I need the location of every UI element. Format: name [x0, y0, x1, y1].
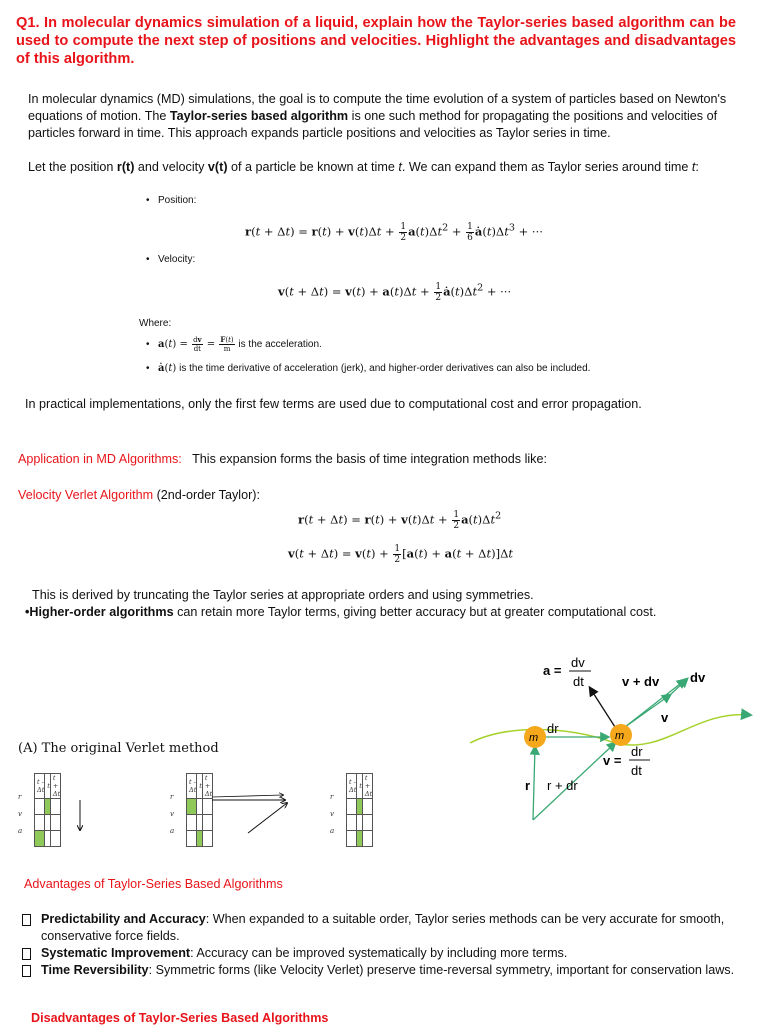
advantage-description: : Accuracy can be improved systematically by including more terms. — [190, 946, 568, 960]
advantage-bold: Time Reversibility — [41, 963, 149, 977]
advantage-text — [41, 945, 567, 962]
grid-row-label: r — [170, 793, 174, 801]
r-plus-dr-label: r + dr — [547, 778, 578, 793]
v-plus-dv-label: v + dv — [622, 674, 660, 689]
dv-arrow — [670, 679, 687, 695]
disadvantages-title: Disadvantages of Taylor-Series Based Algorithms — [31, 1011, 329, 1025]
practical-paragraph: In practical implementations, only the first few terms are used due to computational cost and error propagation. — [25, 397, 642, 411]
accel-num: dv — [571, 655, 585, 670]
r-arrow — [533, 747, 535, 820]
velocity-symbol: v(t) — [207, 160, 228, 174]
advantage-item — [22, 945, 752, 962]
grid-cell — [202, 831, 212, 847]
advantages-list — [22, 911, 752, 979]
advantage-description: : Symmetric forms (like Velocity Verlet) preserve time-reversal symmetry, important for conservation laws. — [148, 963, 735, 977]
text: of a particle be known at time — [227, 160, 399, 174]
grid-column-header: t - Δt — [35, 774, 45, 799]
vel-den: dt — [631, 763, 642, 778]
velocity-label: Velocity: — [158, 254, 196, 265]
position-bullet — [146, 195, 196, 206]
application-title: Application in MD Algorithms: — [18, 452, 182, 466]
grid-cell — [202, 799, 212, 815]
grid-column-header: t — [357, 774, 363, 799]
acceleration-formula: a(t) = $\frac{dv}{dt}$ = $\frac{F(t)}{m}$ — [158, 335, 234, 353]
trajectory-diagram — [465, 655, 765, 835]
grid-column-header: t - Δt — [347, 774, 357, 799]
accel-lhs: a = — [543, 663, 562, 678]
grid-cell — [50, 815, 60, 831]
advantage-item — [22, 911, 752, 945]
a-arrow — [590, 688, 615, 727]
bullet-dot: • — [146, 339, 150, 350]
grid-cell — [187, 815, 197, 831]
grid-row-labels — [170, 789, 180, 840]
grid-cell — [35, 831, 45, 847]
grid-cell — [347, 799, 357, 815]
bullet-dot: • — [146, 363, 150, 374]
bullet-dot: • — [146, 195, 150, 206]
velocity-equation: v(t + Δt) = v(t) + a(t)Δt + $\frac{1}{2}$ $ȧ(t)\Delta t^2$ + ··· — [278, 282, 512, 303]
grid-column-header: t — [45, 774, 51, 799]
derived-paragraph: This is derived by truncating the Taylor series at appropriate orders and using symmetries. — [32, 588, 534, 602]
advantages-title: Advantages of Taylor-Series Based Algorithms — [24, 877, 283, 891]
intro-text-a: In molecular dynamics (MD) simulations, the goal is to compute the time evolution of a system of particles based on Newton's equations of motion. The — [28, 92, 727, 123]
grid-row-labels — [330, 789, 340, 840]
bullet-box-icon — [22, 914, 31, 926]
where-item-jerk — [146, 363, 590, 374]
grid-cell — [347, 831, 357, 847]
accel-den: dt — [573, 674, 584, 689]
m1-label: m — [529, 732, 539, 744]
grid-column-header: t + Δt — [362, 774, 372, 799]
grid-row-label: a — [330, 827, 335, 835]
higher-text: can retain more Taylor terms, giving better accuracy but at greater computational cost. — [173, 605, 657, 619]
advantage-bold: Predictability and Accuracy — [41, 912, 206, 926]
verlet-grid-table — [186, 773, 213, 847]
v-label: v — [661, 710, 669, 725]
position-equation: r(t + Δt) = r(t) + v(t)Δt + $\frac{1}{2}$ $a(t)\Delta t^2$ + $\frac{1}{6}$ $ȧ(t)\Delta t^3$ + ··· — [245, 222, 543, 243]
verlet-subtitle: (2nd-order Taylor): — [153, 488, 260, 502]
verlet-position-equation: r(t + Δt) = r(t) + v(t)Δt + $\frac{1}{2}$ $a(t)\Delta t^2$ — [298, 510, 502, 531]
r-label: r — [525, 778, 531, 793]
grid-row-label: v — [330, 810, 334, 818]
grid-cell — [187, 799, 197, 815]
time-symbol: t — [691, 160, 696, 174]
advantage-text — [41, 962, 734, 979]
vel-num: dr — [631, 744, 643, 759]
grid-row-label: r — [330, 793, 334, 801]
bullet-dot: • — [146, 254, 150, 265]
higher-bold: Higher-order algorithms — [29, 605, 174, 619]
application-line — [18, 451, 758, 468]
grid-row-label: r — [18, 793, 22, 801]
verlet-grid-table — [346, 773, 373, 847]
advantage-text — [41, 911, 752, 945]
advantage-description: : When expanded to a suitable order, Taylor series methods can be very accurate for smooth, conservative force fields. — [41, 912, 725, 943]
grid-row-label: a — [18, 827, 23, 835]
question-heading: Q1. In molecular dynamics simulation of a liquid, explain how the Taylor-series based algorithm can be used to compute the next step of positions and velocities. Highlight the advantages and disadvantages of this algorithm. — [16, 15, 736, 67]
taylor-intro-paragraph — [28, 159, 740, 176]
verlet-title: Velocity Verlet Algorithm — [18, 488, 154, 502]
intro-text-b: is one such method for propagating the positions and velocities of particles forward in time. This approach expands particle positions and velocities as Taylor series in time. — [28, 109, 718, 140]
advantage-bold: Systematic Improvement — [41, 946, 191, 960]
grid-cell — [50, 799, 60, 815]
position-symbol: r(t) — [116, 160, 135, 174]
grid-cell — [202, 815, 212, 831]
grid-cell — [362, 799, 372, 815]
application-text: This expansion forms the basis of time integration methods like: — [192, 452, 547, 466]
text: : — [695, 160, 699, 174]
dr-label: dr — [547, 721, 559, 736]
intro-paragraph — [28, 91, 740, 142]
bullet-box-icon — [22, 965, 31, 977]
figure-caption: (A) The original Verlet method — [18, 741, 219, 756]
bullet-dot: • — [25, 605, 30, 619]
vel-lhs: v = — [603, 753, 622, 768]
where-1-text: is the acceleration. — [235, 339, 322, 350]
m2-label: m — [615, 730, 625, 742]
higher-order-paragraph — [25, 604, 755, 621]
text: . We can expand them as Taylor series around time — [401, 160, 692, 174]
grid-row-label: a — [170, 827, 175, 835]
dv-label: dv — [690, 670, 706, 685]
grid-row-label: v — [170, 810, 174, 818]
text: Let the position — [28, 160, 117, 174]
grid-cell — [362, 831, 372, 847]
where-2-text: is the time derivative of acceleration (jerk), and higher-order derivatives can also be included. — [176, 363, 591, 374]
grid-column-header: t - Δt — [187, 774, 197, 799]
advantage-item — [22, 962, 752, 979]
time-symbol: t — [398, 160, 402, 174]
grid-row-labels — [18, 789, 28, 840]
grid-cell — [50, 831, 60, 847]
grid-cell — [35, 799, 45, 815]
grid-cell — [35, 815, 45, 831]
where-label: Where: — [139, 318, 172, 329]
bullet-box-icon — [22, 948, 31, 960]
grid-cell — [347, 815, 357, 831]
grid-cell — [362, 815, 372, 831]
grid-cell — [187, 831, 197, 847]
verlet-line — [18, 487, 260, 504]
position-label: Position: — [158, 195, 197, 206]
grid-column-header: t — [197, 774, 203, 799]
grid-column-header: t + Δt — [202, 774, 212, 799]
where-item-acceleration — [146, 336, 322, 353]
text: and velocity — [134, 160, 208, 174]
verlet-grid-table — [34, 773, 61, 847]
grid-column-header: t + Δt — [50, 774, 60, 799]
intro-bold: Taylor-series based algorithm — [169, 109, 349, 123]
jerk-formula: ȧ(t) — [158, 363, 177, 374]
grid-row-label: v — [18, 810, 22, 818]
velocity-bullet — [146, 254, 195, 265]
verlet-velocity-equation: v(t + Δt) = v(t) + $\frac{1}{2}$ [a(t) + a(t + Δt)]Δt — [288, 544, 514, 565]
